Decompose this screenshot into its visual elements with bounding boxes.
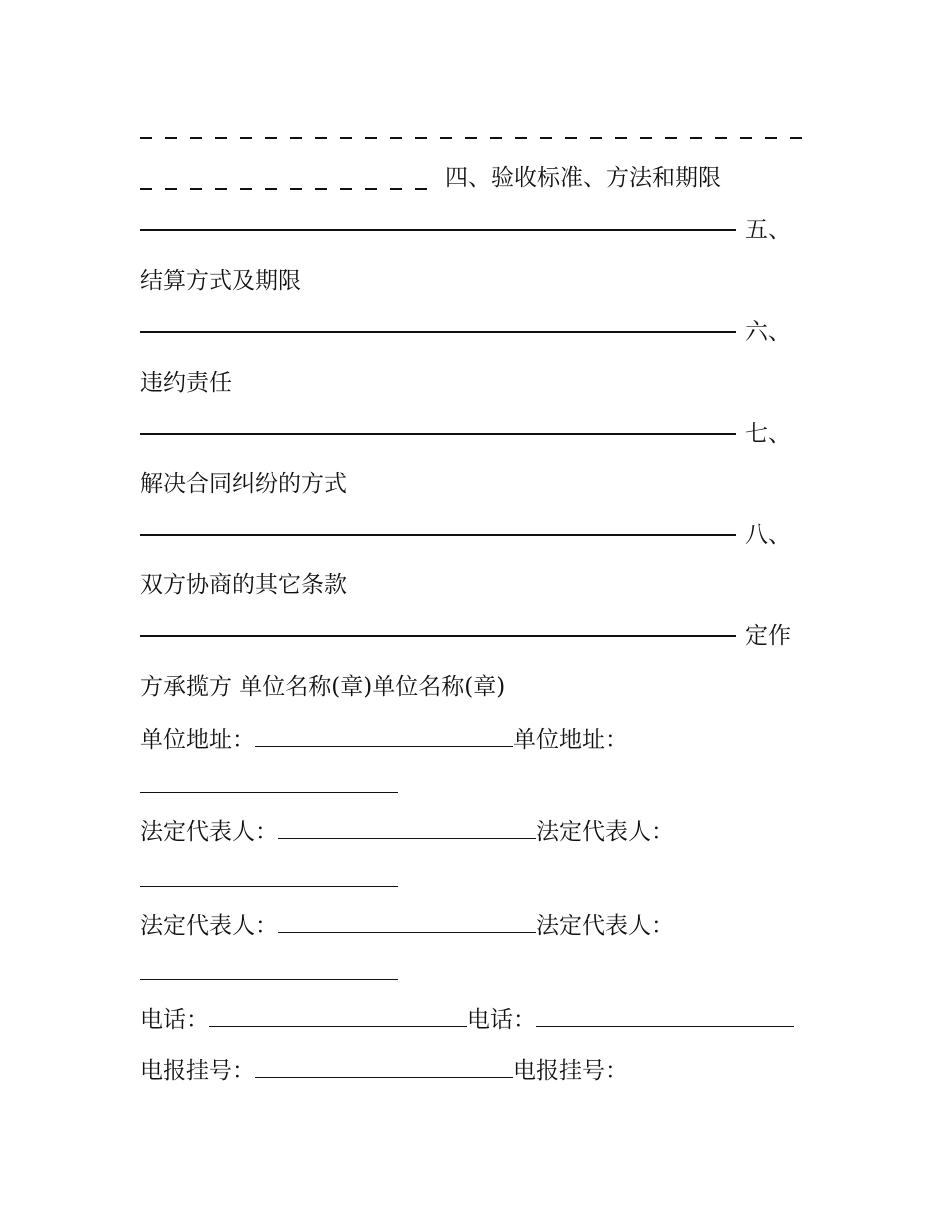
legal-rep-blank-left-2[interactable]	[278, 910, 536, 933]
dash-segment	[165, 188, 177, 190]
telegram-label-left: 电报挂号：	[140, 1058, 255, 1084]
dash-segment	[415, 188, 427, 190]
dash-segment	[215, 137, 227, 139]
section-5-rule	[140, 229, 736, 231]
dash-segment	[365, 137, 377, 139]
section-7-number: 七、	[745, 421, 791, 447]
dash-segment	[515, 137, 527, 139]
dash-segment	[490, 137, 502, 139]
section-7-heading: 解决合同纠纷的方式	[140, 471, 347, 497]
dash-segment	[665, 137, 677, 139]
dash-segment	[440, 137, 452, 139]
dash-segment	[240, 188, 252, 190]
section-5-number: 五、	[745, 217, 791, 243]
dash-segment	[165, 137, 177, 139]
legal-rep-blank-right-2[interactable]	[140, 979, 398, 980]
dash-segment	[365, 188, 377, 190]
dash-segment	[565, 137, 577, 139]
dash-segment	[190, 188, 202, 190]
telegram-row	[140, 1055, 628, 1086]
dash-segment	[190, 137, 202, 139]
dash-segment	[415, 137, 427, 139]
address-row	[140, 724, 628, 755]
dash-segment	[715, 137, 727, 139]
telegram-blank-left[interactable]	[255, 1055, 513, 1078]
dash-segment	[140, 137, 152, 139]
address-label-right: 单位地址：	[513, 727, 628, 753]
legal-rep-label-right-1: 法定代表人：	[536, 819, 674, 845]
party-rule	[140, 635, 736, 637]
phone-row	[140, 1004, 794, 1035]
address-blank-right[interactable]	[140, 792, 398, 793]
dash-segment	[340, 137, 352, 139]
address-label-left: 单位地址：	[140, 727, 255, 753]
section-5-heading: 结算方式及期限	[140, 268, 301, 294]
dash-segment	[340, 188, 352, 190]
dash-segment	[315, 188, 327, 190]
party-prefix: 定作	[745, 623, 791, 649]
phone-label-right: 电话：	[467, 1007, 536, 1033]
dash-segment	[615, 137, 627, 139]
legal-rep-label-right-2: 法定代表人：	[536, 913, 674, 939]
section-6-number: 六、	[745, 319, 791, 345]
legal-rep-row-1	[140, 816, 674, 847]
dash-segment	[240, 137, 252, 139]
telegram-label-right: 电报挂号：	[513, 1058, 628, 1084]
dash-segment	[315, 137, 327, 139]
dash-segment	[265, 137, 277, 139]
dash-segment	[215, 188, 227, 190]
section-6-rule	[140, 331, 736, 333]
legal-rep-label-left-2: 法定代表人：	[140, 913, 278, 939]
section-6-heading: 违约责任	[140, 370, 232, 396]
dash-segment	[540, 137, 552, 139]
phone-blank-left[interactable]	[209, 1004, 467, 1027]
legal-rep-blank-left-1[interactable]	[278, 816, 536, 839]
dash-segment	[765, 137, 777, 139]
phone-blank-right[interactable]	[536, 1004, 794, 1027]
dashed-divider-2	[140, 178, 440, 181]
dash-segment	[290, 188, 302, 190]
dash-segment	[265, 188, 277, 190]
section-4-heading: 四、验收标准、方法和期限	[445, 165, 721, 191]
section-8-number: 八、	[745, 522, 791, 548]
dash-segment	[690, 137, 702, 139]
party-names-line: 方承揽方 单位名称(章)单位名称(章)	[140, 674, 506, 700]
dash-segment	[590, 137, 602, 139]
section-8-heading: 双方协商的其它条款	[140, 572, 347, 598]
dash-segment	[465, 137, 477, 139]
dash-segment	[390, 188, 402, 190]
dashed-divider-1	[140, 127, 815, 130]
legal-rep-label-left-1: 法定代表人：	[140, 819, 278, 845]
dash-segment	[640, 137, 652, 139]
legal-rep-row-2	[140, 910, 674, 941]
dash-segment	[140, 188, 152, 190]
dash-segment	[290, 137, 302, 139]
dash-segment	[390, 137, 402, 139]
section-7-rule	[140, 433, 736, 435]
legal-rep-blank-right-1[interactable]	[140, 886, 398, 887]
dash-segment	[740, 137, 752, 139]
section-8-rule	[140, 534, 736, 536]
dash-segment	[790, 137, 802, 139]
address-blank-left[interactable]	[255, 724, 513, 747]
phone-label-left: 电话：	[140, 1007, 209, 1033]
